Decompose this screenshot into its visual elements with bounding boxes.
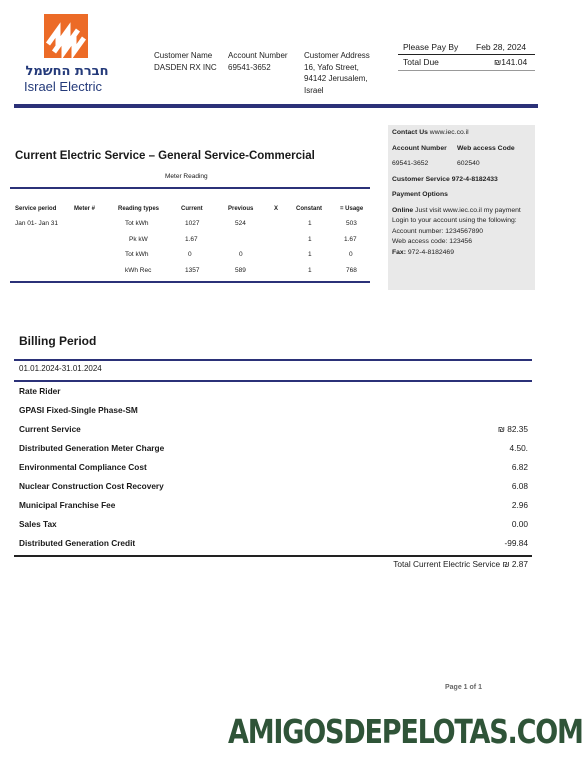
online-text: Just visit www.iec.co.il my payment [415,206,521,214]
charge-label: Current Service [19,424,81,434]
address-line: 94142 Jerusalem, [304,74,368,83]
service-title: Current Electric Service – General Service-Commercial [15,150,315,162]
constant: 1 [308,220,312,227]
customer-name: DASDEN RX INC [154,62,217,72]
previous-reading: 589 [235,267,246,274]
column-header: Previous [228,206,254,212]
charge-value: 4.50. [509,443,528,453]
login-text: Login to your account using the following: [392,217,517,224]
rate-plan: GPASI Fixed-Single Phase-SM [19,405,138,415]
total-value: ₪ 2.87 [502,559,528,569]
divider [398,70,535,71]
usage: 0 [349,251,353,258]
customer-name-block [154,50,217,73]
online-label: Online [392,206,414,214]
customer-name-label: Customer Name [154,51,213,60]
sidebar-account-label: Account Number [392,144,447,152]
table-top-rule [10,187,370,189]
total-due-amount: ₪141.04 [494,57,528,67]
account-number: 69541-3652 [228,62,271,72]
contact-sidebar [388,125,535,290]
meter-reading-label: Meter Reading [165,173,208,180]
previous-reading: 524 [235,220,246,227]
contact-url[interactable]: www.iec.co.il [429,129,469,136]
address-line: Israel [304,85,324,95]
brand-name-english: Israel Electric [24,79,103,94]
charge-value: 6.82 [511,462,528,472]
column-header: Current [181,206,203,212]
charge-label: Distributed Generation Meter Charge [19,443,165,453]
customer-service-line: Customer Service 972-4-8182433 [392,175,498,183]
divider [398,54,535,55]
rate-rider-label: Rate Rider [19,386,61,396]
usage: 503 [346,220,357,227]
billing-period-title: Billing Period [19,334,97,348]
fax-number: 972-4-8182469 [407,248,454,256]
charge-value: -99.84 [504,538,528,548]
constant: 1 [308,267,312,274]
constant: 1 [308,236,312,243]
charge-value: 0.00 [511,519,528,529]
total-service-line [393,559,528,569]
service-period: Jan 01- Jan 31 [15,220,59,227]
current-reading: 1357 [185,267,200,274]
charge-value: 2.96 [511,500,528,510]
current-reading: 1.67 [185,236,198,243]
company-logo-icon [44,14,88,58]
sidebar-web-code-label: Web access Code [457,144,515,152]
charge-value: 6.08 [511,481,528,491]
customer-address-block [304,50,370,96]
contact-label: Contact Us [392,129,428,136]
charge-value: ₪ 82.35 [497,424,528,434]
column-header: Reading types [118,206,160,212]
total-label: Total Current Electric Service [393,559,501,569]
pay-by-date: Feb 28, 2024 [476,42,527,52]
column-header: = Usage [340,206,364,212]
page-number: Page 1 of 1 [445,684,482,691]
divider [14,555,532,557]
watermark: AMIGOSDEPELOTAS.COM [228,712,583,751]
usage: 768 [346,267,357,274]
account-number-label: Account Number [228,51,288,60]
address-line: 16, Yafo Street, [304,62,359,72]
account-number-block [228,50,288,73]
column-header: Meter # [74,206,96,212]
sidebar-web-code: 602540 [457,160,480,167]
pay-by-label: Please Pay By [403,42,459,52]
current-reading: 1027 [185,220,200,227]
column-header: X [274,206,279,212]
charge-label: Sales Tax [19,519,57,529]
divider [14,380,532,382]
login-account: Account number: 1234567890 [392,227,484,235]
current-reading: 0 [188,251,192,258]
payment-options-label: Payment Options [392,191,448,198]
sidebar-account-number: 69541-3652 [392,160,429,167]
table-bottom-rule [10,281,370,283]
total-due-label: Total Due [403,57,439,67]
charge-label: Municipal Franchise Fee [19,500,116,510]
billing-date-range: 01.01.2024-31.01.2024 [19,364,102,373]
reading-type: Pk kW [129,236,148,243]
column-header: Constant [296,206,322,212]
charge-label: Environmental Compliance Cost [19,462,147,472]
previous-reading: 0 [239,251,243,258]
constant: 1 [308,251,312,258]
charge-label: Distributed Generation Credit [19,538,136,548]
fax-label: Fax: [392,248,406,256]
divider [14,359,532,361]
reading-type: Tot kWh [125,251,149,258]
reading-type: kWh Rec [125,267,152,274]
reading-type: Tot kWh [125,220,149,227]
header-band [14,104,538,108]
brand-name-hebrew: חברת החשמל [25,64,109,79]
usage: 1.67 [344,236,357,243]
login-web-code: Web access code: 123456 [392,238,472,245]
column-header: Service period [15,206,57,212]
customer-address-label: Customer Address [304,51,370,60]
charge-label: Nuclear Construction Cost Recovery [19,481,164,491]
